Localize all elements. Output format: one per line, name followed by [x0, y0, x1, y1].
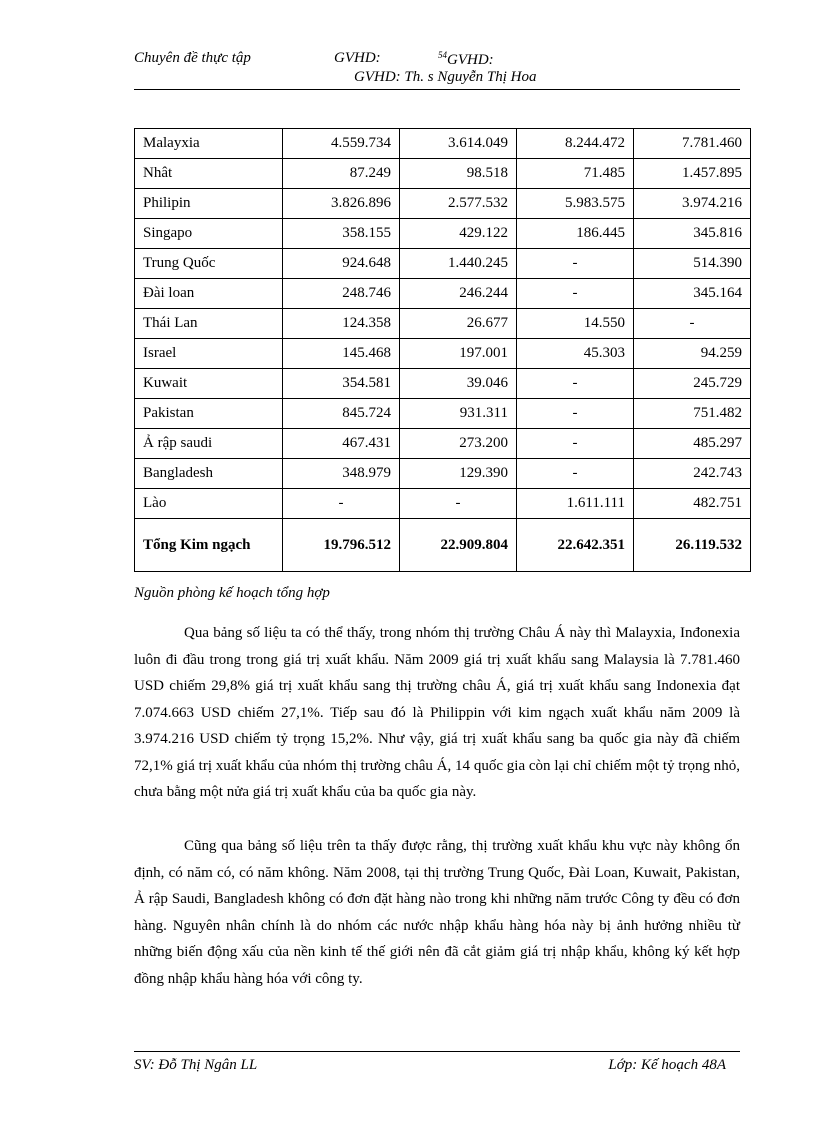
value-cell: 3.974.216 [634, 189, 751, 219]
value-cell: 186.445 [517, 219, 634, 249]
value-cell: 354.581 [283, 369, 400, 399]
value-cell: 124.358 [283, 309, 400, 339]
value-cell: - [283, 489, 400, 519]
table-row [135, 369, 751, 399]
value-cell: 345.816 [634, 219, 751, 249]
value-cell: 1.457.895 [634, 159, 751, 189]
table-row [135, 279, 751, 309]
total-label: Tổng Kim ngạch [135, 519, 283, 572]
country-cell: Philipin [135, 189, 283, 219]
value-cell: 242.743 [634, 459, 751, 489]
country-cell: Ả rập saudi [135, 429, 283, 459]
value-cell: 26.677 [400, 309, 517, 339]
value-cell: - [517, 249, 634, 279]
value-cell: 129.390 [400, 459, 517, 489]
value-cell: 429.122 [400, 219, 517, 249]
country-cell: Kuwait [135, 369, 283, 399]
country-cell: Trung Quốc [135, 249, 283, 279]
value-cell: 845.724 [283, 399, 400, 429]
value-cell: 3.826.896 [283, 189, 400, 219]
value-cell: 348.979 [283, 459, 400, 489]
value-cell: 1.440.245 [400, 249, 517, 279]
table-row [135, 399, 751, 429]
total-row [135, 519, 751, 572]
total-value-cell: 19.796.512 [283, 519, 400, 572]
header-gvhd-2-wrap [438, 50, 494, 69]
value-cell: - [517, 279, 634, 309]
value-cell: 485.297 [634, 429, 751, 459]
value-cell: 87.249 [283, 159, 400, 189]
header-gvhd-1: GVHD: [334, 50, 381, 66]
table-row [135, 459, 751, 489]
header-rule [134, 89, 740, 90]
footer-student: SV: Đỗ Thị Ngân LL [134, 1057, 258, 1073]
value-cell: 5.983.575 [517, 189, 634, 219]
table-row [135, 219, 751, 249]
export-table [134, 128, 751, 572]
country-cell: Đài loan [135, 279, 283, 309]
table-row [135, 129, 751, 159]
country-cell: Nhât [135, 159, 283, 189]
value-cell: 8.244.472 [517, 129, 634, 159]
value-cell: 358.155 [283, 219, 400, 249]
value-cell: 14.550 [517, 309, 634, 339]
country-cell: Pakistan [135, 399, 283, 429]
value-cell: 514.390 [634, 249, 751, 279]
value-cell: 751.482 [634, 399, 751, 429]
table-row [135, 339, 751, 369]
country-cell: Singapo [135, 219, 283, 249]
value-cell: 3.614.049 [400, 129, 517, 159]
country-cell: Lào [135, 489, 283, 519]
table-row [135, 489, 751, 519]
value-cell: 482.751 [634, 489, 751, 519]
value-cell: 246.244 [400, 279, 517, 309]
table-row [135, 429, 751, 459]
value-cell: 245.729 [634, 369, 751, 399]
value-cell: - [517, 369, 634, 399]
header-course: Chuyên đề thực tập [134, 50, 251, 66]
header-gvhd-full: GVHD: Th. s Nguyễn Thị Hoa [354, 69, 537, 85]
page-number: 54 [438, 50, 447, 60]
table-source: Nguồn phòng kế hoạch tổng hợp [134, 585, 330, 601]
value-cell: 98.518 [400, 159, 517, 189]
value-cell: 39.046 [400, 369, 517, 399]
value-cell: 4.559.734 [283, 129, 400, 159]
value-cell: - [517, 429, 634, 459]
value-cell: 931.311 [400, 399, 517, 429]
total-value-cell: 22.642.351 [517, 519, 634, 572]
value-cell: 94.259 [634, 339, 751, 369]
table-row [135, 189, 751, 219]
table-row [135, 309, 751, 339]
value-cell: - [517, 399, 634, 429]
country-cell: Thái Lan [135, 309, 283, 339]
total-value-cell: 26.119.532 [634, 519, 751, 572]
total-value-cell: 22.909.804 [400, 519, 517, 572]
country-cell: Bangladesh [135, 459, 283, 489]
country-cell: Israel [135, 339, 283, 369]
country-cell: Malayxia [135, 129, 283, 159]
table-row [135, 159, 751, 189]
value-cell: 2.577.532 [400, 189, 517, 219]
table-row [135, 249, 751, 279]
value-cell: 197.001 [400, 339, 517, 369]
value-cell: 273.200 [400, 429, 517, 459]
value-cell: 345.164 [634, 279, 751, 309]
value-cell: 248.746 [283, 279, 400, 309]
footer-rule [134, 1051, 740, 1052]
value-cell: 7.781.460 [634, 129, 751, 159]
value-cell: 467.431 [283, 429, 400, 459]
paragraph-1: Qua bảng số liệu ta có thể thấy, trong nhóm thị trường Châu Á này thì Malayxia, Inđonexia luôn đi đầu trong trong giá trị xuất khẩu. Năm 2009 giá trị xuất khẩu sang Malaysia là 7.781.460 USD chiếm 29,8% giá trị xuất khẩu sang thị trường châu Á, giá trị xuất khẩu sang Indonexia đạt 7.074.663 USD chiếm 27,1%. Tiếp sau đó là Philippin với kim ngạch xuất khẩu năm 2009 là 3.974.216 USD chiếm tỷ trọng 15,2%. Như vậy, giá trị xuất khẩu sang ba quốc gia này đã chiếm 72,1% giá trị xuất khẩu của nhóm thị trường châu Á, 14 quốc gia còn lại chỉ chiếm một tỷ trọng nhỏ, chưa bằng một nửa giá trị xuất khẩu của ba quốc gia này. [134, 625, 740, 800]
header-gvhd-2: GVHD: [447, 52, 494, 68]
value-cell: - [517, 459, 634, 489]
value-cell: - [400, 489, 517, 519]
value-cell: 71.485 [517, 159, 634, 189]
value-cell: 145.468 [283, 339, 400, 369]
value-cell: 924.648 [283, 249, 400, 279]
footer-class: Lớp: Kế hoạch 48A [608, 1057, 726, 1073]
value-cell: 1.611.111 [517, 489, 634, 519]
value-cell: 45.303 [517, 339, 634, 369]
value-cell: - [634, 309, 751, 339]
paragraph-2: Cũng qua bảng số liệu trên ta thấy được rằng, thị trường xuất khẩu khu vực này không ổn định, có năm có, có năm không. Năm 2008, tại thị trường Trung Quốc, Đài Loan, Kuwait, Pakistan, Ả rập Saudi, Bangladesh không có đơn đặt hàng nào trong khi những năm trước Công ty đều có đơn hàng. Nguyên nhân chính là do nhóm các nước nhập khẩu hàng hóa này bị ảnh hưởng nhiều từ những biến động xấu của nền kinh tế thế giới nên đã cắt giảm giá trị nhập khẩu, không ký kết hợp đồng nhập khẩu hàng hóa với công ty. [134, 838, 740, 987]
